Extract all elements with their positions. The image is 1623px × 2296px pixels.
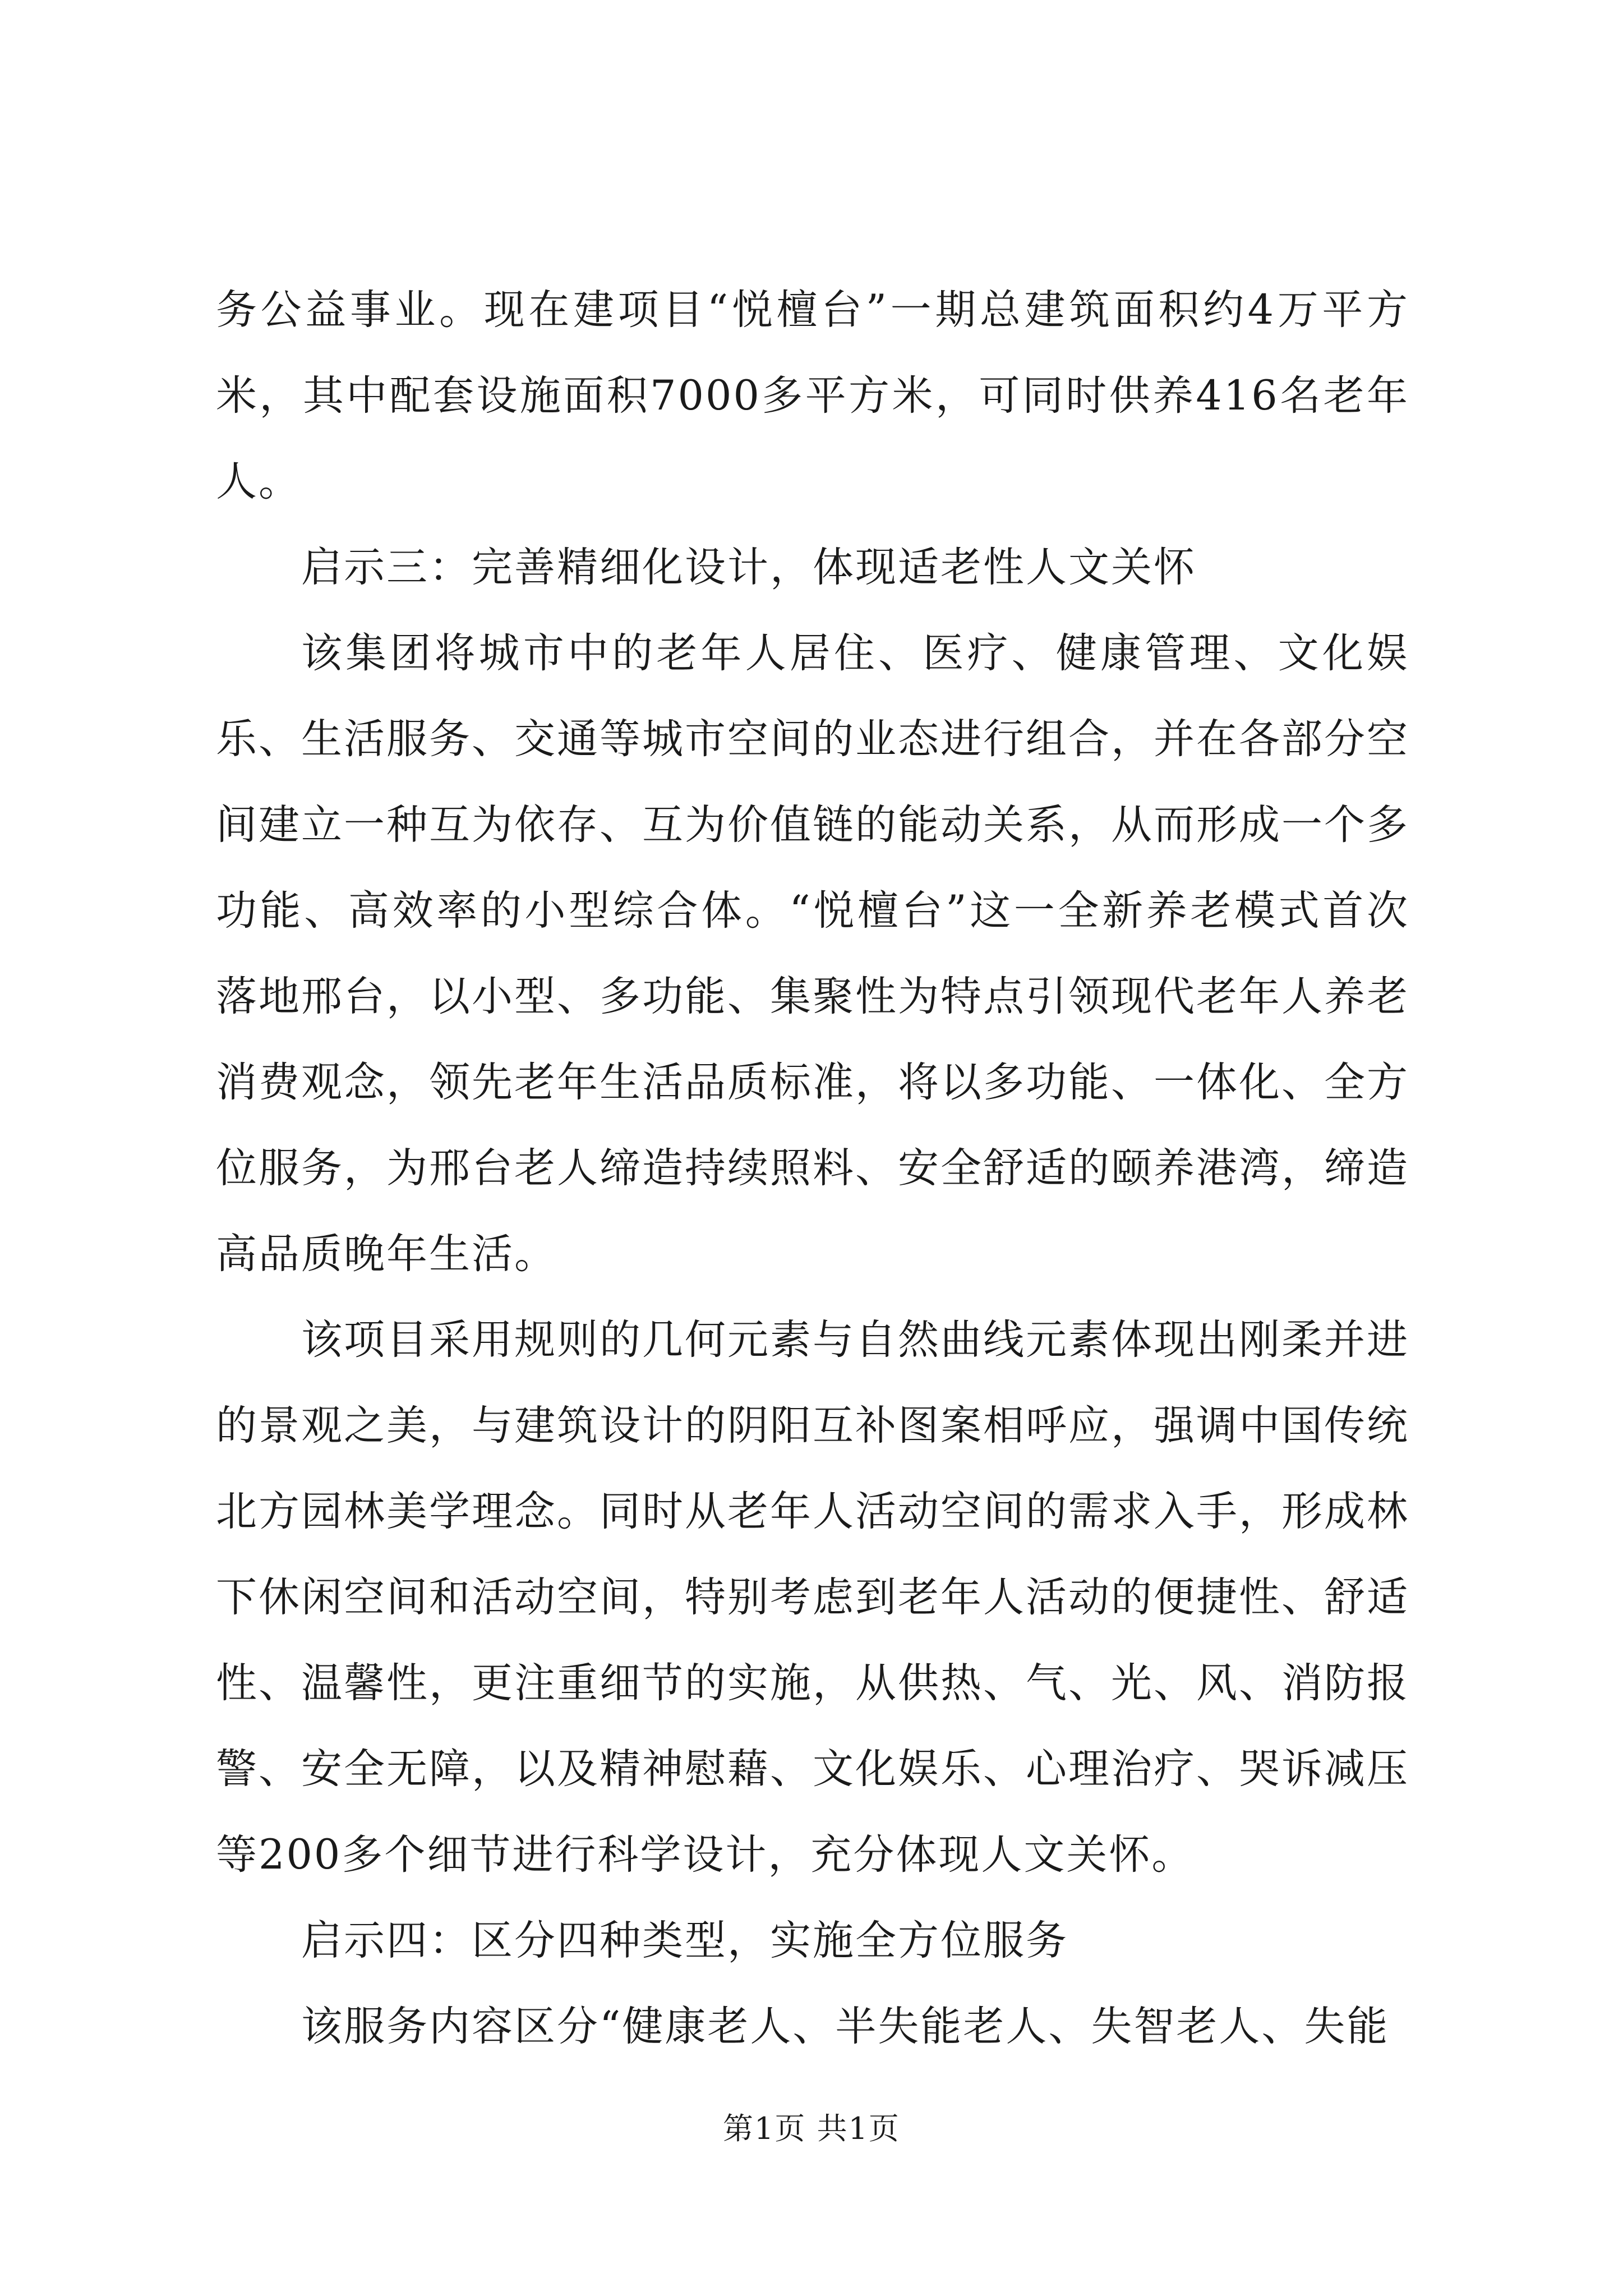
heading-insight-four: 启示四：区分四种类型，实施全方位服务 — [301, 1917, 1068, 1964]
paragraph-complex-design: 该集团将城市中的老年人居住、医疗、健康管理、文化娱乐、生活服务、交通等城市空间的业态进行组合，并在各部分空间建立一种互为依存、互为价值链的能动关系，从而形成一个多功能、高效率的小型综合体。“悦檀台”这一全新养老模式首次落地邢台，以小型、多功能、集聚性为特点引领现代老年人养老消费观念，领先老年生活品质标准，将以多功能、一体化、全方位服务，为邢台老人缔造持续照料、安全舒适的颐养港湾，缔造高品质晚年生活。 — [216, 629, 1409, 1278]
page-footer: 第1页 共1页 — [723, 2111, 900, 2146]
document-body — [216, 267, 1409, 2069]
paragraph-project-intro: 务公益事业。现在建项目“悦檀台”一期总建筑面积约4万平方米，其中配套设施面积7000多平方米，可同时供养416名老年人。 — [216, 286, 1409, 505]
paragraph-landscape-design: 该项目采用规则的几何元素与自然曲线元素体现出刚柔并进的景观之美，与建筑设计的阴阳互补图案相呼应，强调中国传统北方园林美学理念。同时从老年人活动空间的需求入手，形成林下休闲空间和活动空间，特别考虑到老年人活动的便捷性、舒适性、温馨性，更注重细节的实施，从供热、气、光、风、消防报警、安全无障，以及精神慰藉、文化娱乐、心理治疗、哭诉减压等200多个细节进行科学设计，充分体现人文关怀。 — [216, 1316, 1409, 1879]
heading-insight-three: 启示三：完善精细化设计，体现适老性人文关怀 — [301, 544, 1196, 591]
paragraph-service-types: 该服务内容区分“健康老人、半失能老人、失智老人、失能 — [301, 2003, 1390, 2050]
